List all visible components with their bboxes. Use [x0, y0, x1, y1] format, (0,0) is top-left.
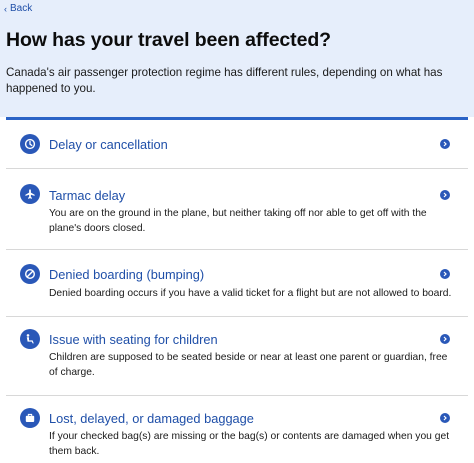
- list-item-child-seating[interactable]: [6, 317, 468, 396]
- page-header: [0, 0, 474, 117]
- item-title: Tarmac delay: [49, 188, 126, 203]
- child-seat-icon: [20, 329, 40, 349]
- clock-icon: [20, 134, 40, 154]
- chevron-right-icon[interactable]: [440, 334, 450, 344]
- chevron-left-icon: ‹: [4, 3, 7, 14]
- item-description: Children are supposed to be seated beside or near at least one parent or guardian, free of charge.: [49, 352, 448, 378]
- list-item-tarmac-delay[interactable]: [6, 169, 468, 250]
- list-item-delay-cancellation[interactable]: [6, 120, 468, 169]
- item-description: You are on the ground in the plane, but neither taking off nor able to get off with the plane's doors closed.: [49, 208, 427, 234]
- baggage-icon: [20, 408, 40, 428]
- chevron-right-icon[interactable]: [440, 190, 450, 200]
- item-title: Issue with seating for children: [49, 332, 218, 347]
- item-title: Lost, delayed, or damaged baggage: [49, 411, 254, 426]
- list-item-denied-boarding[interactable]: [6, 250, 468, 317]
- prohibited-icon: [20, 264, 40, 284]
- page-title: How has your travel been affected?: [6, 29, 331, 51]
- chevron-right-icon[interactable]: [440, 269, 450, 279]
- list-item-baggage[interactable]: [6, 396, 468, 463]
- item-title: Delay or cancellation: [49, 137, 168, 152]
- intro-text: Canada's air passenger protection regime has different rules, depending on what has happened to you.: [6, 66, 443, 95]
- back-link[interactable]: [4, 3, 32, 14]
- item-description: If your checked bag(s) are missing or the bag(s) or contents are damaged when you get them back.: [49, 431, 450, 457]
- chevron-right-icon[interactable]: [440, 413, 450, 423]
- back-label: Back: [10, 3, 33, 14]
- plane-icon: [20, 184, 40, 204]
- item-description: Denied boarding occurs if you have a valid ticket for a flight but are not allowed to board.: [49, 288, 452, 299]
- item-title: Denied boarding (bumping): [49, 267, 205, 282]
- chevron-right-icon[interactable]: [440, 139, 450, 149]
